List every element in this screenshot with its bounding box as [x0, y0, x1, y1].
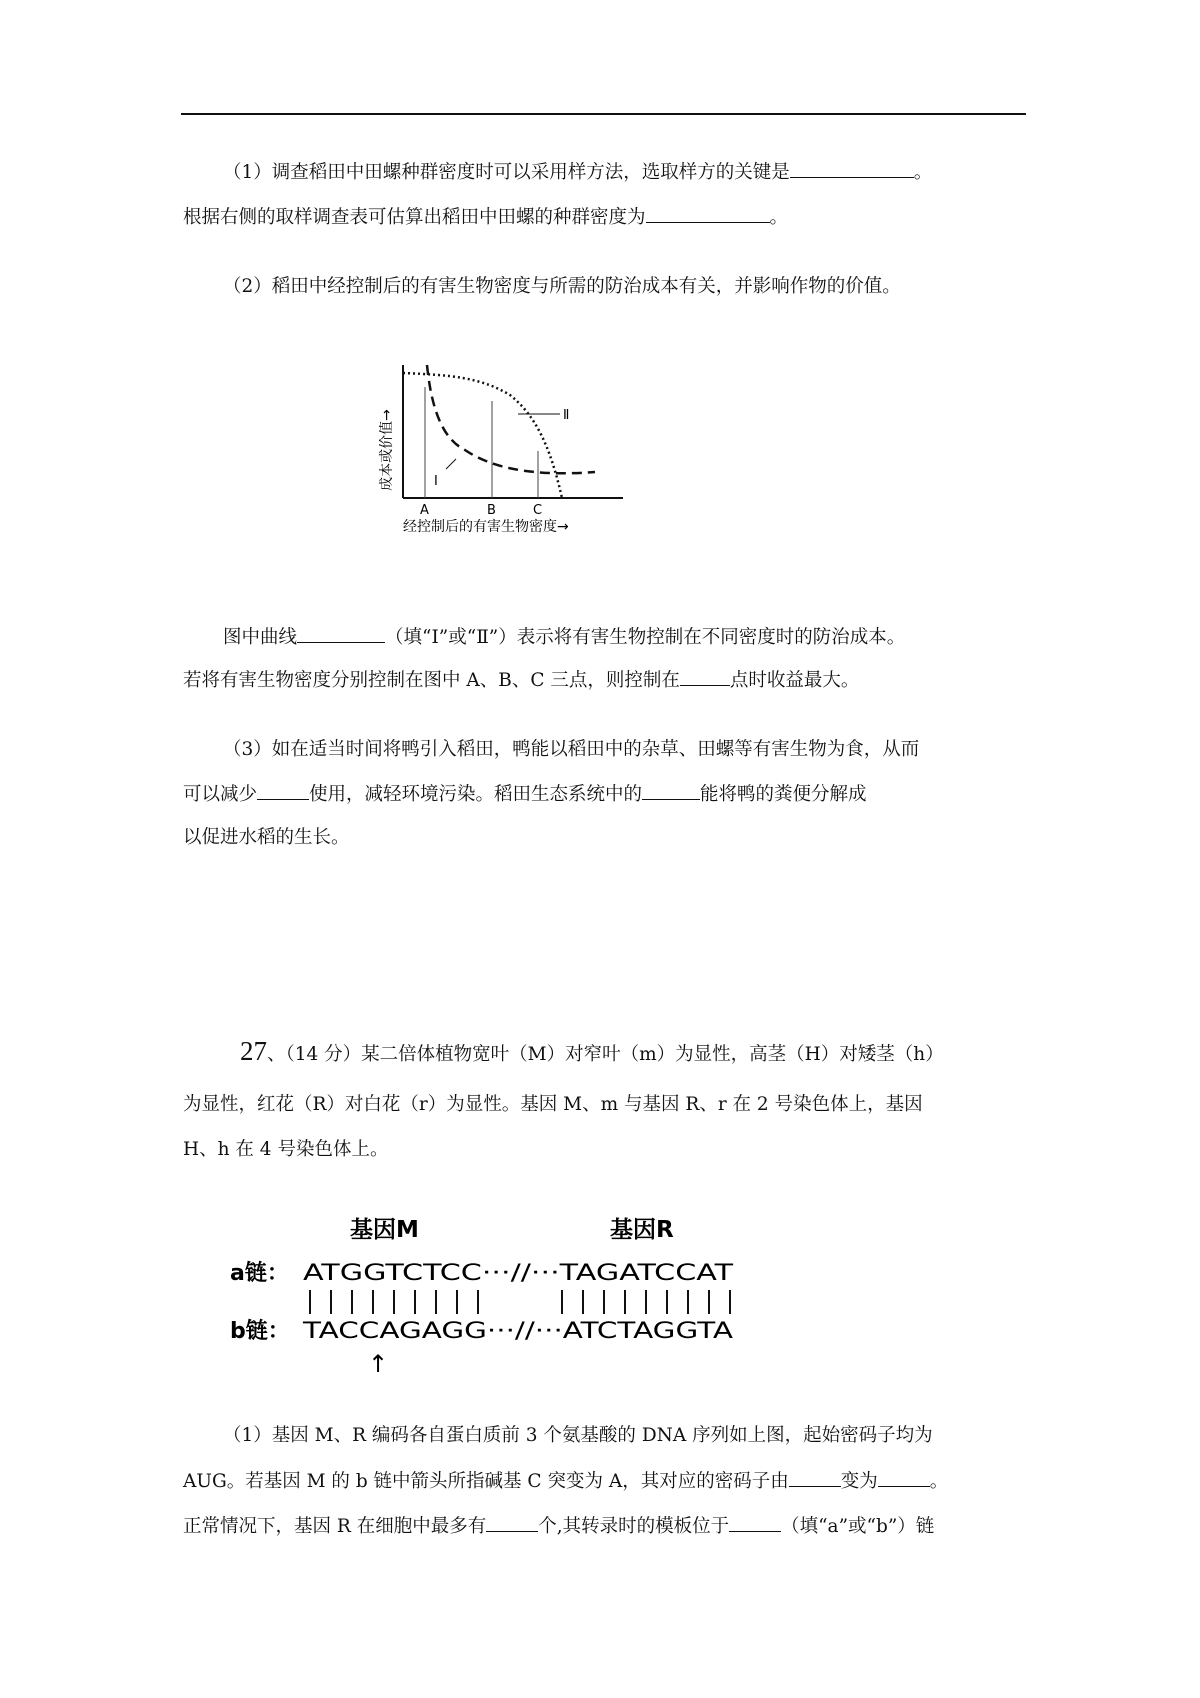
answer-blank[interactable] [486, 1513, 538, 1532]
answer-blank[interactable] [878, 1468, 930, 1487]
answer-blank[interactable] [729, 1513, 781, 1532]
point-b-label: B [487, 503, 496, 518]
answer-blank[interactable] [789, 1468, 841, 1487]
strand-b-label: b链： [230, 1319, 290, 1344]
q26-part2-line2: 若将有害生物密度分别控制在图中 A、B、C 三点，则控制在 点时收益最大。 [183, 667, 1033, 694]
q27-part1-line1: （1）基因 M、R 编码各自蛋白质前 3 个氨基酸的 DNA 序列如上图，起始密码子均为 [223, 1425, 933, 1446]
q26-part1-line2: 根据右侧的取样调查表可估算出稻田中田螺的种群密度为 。 [183, 204, 1033, 231]
q26-part3-line1: （3）如在适当时间将鸭引入稻田，鸭能以稻田中的杂草、田螺等有害生物为食，从而 [223, 739, 920, 760]
point-c-label: C [533, 503, 543, 518]
q27-intro-line2: 为显性，红花（R）对白花（r）为显性。基因 M、m 与基因 R、r 在 2 号染色体上，基因 [183, 1094, 923, 1115]
dna-sequence-figure [225, 1205, 745, 1375]
answer-blank[interactable] [257, 781, 309, 800]
q26-part2 [183, 274, 1033, 300]
mutation-arrow: ↑ [368, 1350, 389, 1375]
q26-part2-text: （2）稻田中经控制后的有害生物密度与所需的防治成本有关，并影响作物的价值。 [223, 276, 901, 297]
curve-1 [427, 365, 595, 473]
point-a-label: A [420, 503, 429, 518]
q26-part1-line1: （1）调查稻田中田螺种群密度时可以采用样方法，选取样方的关键是 。 [183, 159, 1033, 186]
gene-m-label: 基因M [350, 1217, 419, 1243]
curve-1-label: Ⅰ [434, 474, 438, 489]
q27-intro-line3: H、h 在 4 号染色体上。 [183, 1139, 389, 1160]
q26-part1-text: （1）调查稻田中田螺种群密度时可以采用样方法，选取样方的关键是 [223, 162, 790, 183]
q27-part1-line2: AUG。若基因 M 的 b 链中箭头所指碱基 C 突变为 A，其对应的密码子由 变为 。 [183, 1468, 1033, 1495]
strand-b-sequence: TACCAGAGG···//···ATCTAGGTA [301, 1319, 733, 1344]
q27-part1-line3: 正常情况下，基因 R 在细胞中最多有 个,其转录时的模板位于 （填“a”或“b”）链 [183, 1513, 1033, 1540]
answer-blank[interactable] [646, 204, 770, 223]
strand-a-label: a链： [230, 1261, 289, 1286]
strand-a-sequence: ATGGTCTCC···//···TAGATCCAT [303, 1261, 734, 1286]
answer-blank[interactable] [297, 624, 385, 643]
q26-part2-line1: 图中曲线 （填“Ⅰ”或“Ⅱ”）表示将有害生物控制在不同密度时的防治成本。 [183, 624, 1033, 651]
cost-value-graph [370, 355, 630, 555]
answer-blank[interactable] [680, 667, 730, 686]
y-axis-label: 成本或价值→ [379, 409, 395, 491]
q27-intro-line1: 27、（14 分）某二倍体植物宽叶（M）对窄叶（m）为显性，高茎（H）对矮茎（h） [183, 1038, 1033, 1068]
x-axis-label: 经控制后的有害生物密度→ [403, 519, 569, 535]
answer-blank[interactable] [790, 159, 914, 178]
q26-part3-line2: 可以减少 使用，减轻环境污染。稻田生态系统中的 能将鸭的粪便分解成 [183, 781, 1033, 808]
answer-blank[interactable] [642, 781, 700, 800]
curve-1-label-line [446, 459, 456, 469]
q26-part1-text2: 根据右侧的取样调查表可估算出稻田中田螺的种群密度为 [183, 207, 646, 228]
question-number: 27 [240, 1036, 267, 1066]
gene-r-label: 基因R [610, 1217, 674, 1243]
header-rule [181, 113, 1026, 115]
curve-2-label: Ⅱ [563, 408, 570, 423]
q26-part3-line3: 以促进水稻的生长。 [183, 827, 350, 848]
